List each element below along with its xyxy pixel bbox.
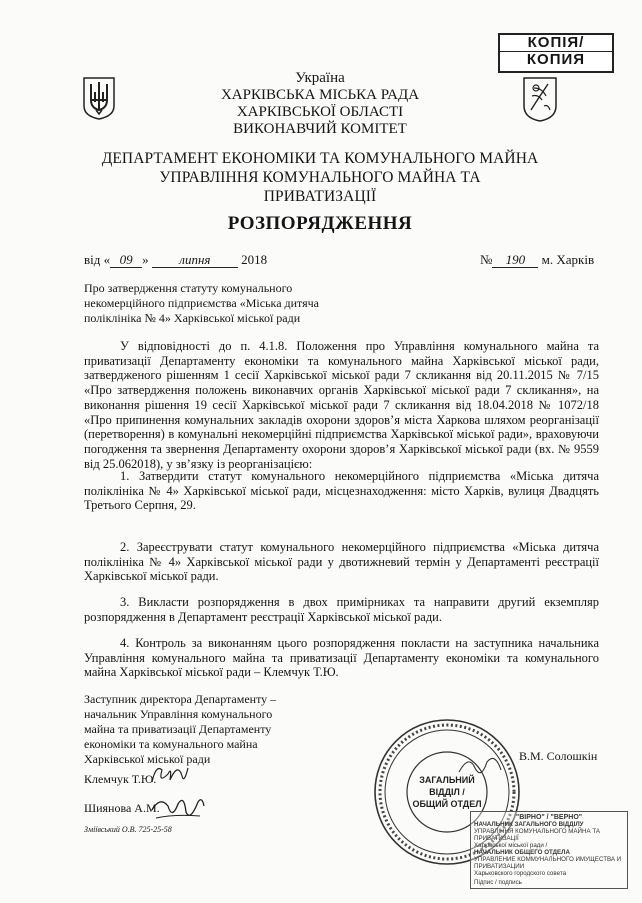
verno-line5: НАЧАЛЬНИК ОБЩЕГО ОТДЕЛА: [474, 849, 570, 856]
executor-contact: Зміївський О.В. 725-25-58: [84, 825, 172, 834]
signatory-position-line2: начальник Управління комунального: [84, 707, 273, 721]
kharkiv-coat-of-arms-icon: [522, 76, 558, 122]
handwritten-signature-klemchuk: [148, 760, 192, 790]
seal-inner-line2: ВІДДІЛ /: [429, 787, 465, 797]
order-number-prefix: №: [480, 252, 493, 267]
signatory-position-line5: Харківської міської ради: [84, 752, 211, 766]
subject-line3: поліклініка № 4» Харківської міської ради: [84, 311, 301, 325]
verno-line4: Харківської міської ради /: [474, 842, 548, 849]
verno-line2: НАЧАЛЬНИК ЗАГАЛЬНОГО ВІДДІЛУ: [474, 821, 584, 828]
verno-line7: Харьковского городского совета: [474, 870, 567, 877]
signatory-position: [84, 692, 324, 767]
order-number: 190: [492, 252, 538, 268]
approval-shyianova: Шиянова А.М.: [84, 801, 160, 815]
order-item-1: 1. Затвердити статут комунального некомерційного підприємства «Міська дитяча поліклініка № 4» Харківської міської ради, місцезнаходження: місто Харків, вулиця Двадцять Третього Серпня, 29.: [84, 469, 599, 513]
signatory-position-line3: майна та приватизації Департаменту: [84, 722, 272, 736]
header-committee: ВИКОНАВЧИЙ КОМІТЕТ: [233, 121, 407, 137]
order-item-3: 3. Викласти розпорядження в двох примірниках та направити другий екземпляр розпорядження в Департамент реєстрації Харківської міської ради.: [84, 595, 599, 624]
verno-line1: "ВІРНО" / "ВЕРНО": [515, 814, 583, 821]
trident-emblem-icon: [82, 76, 116, 120]
date-month: липня: [152, 252, 238, 268]
department-line3: ПРИВАТИЗАЦІЇ: [263, 188, 377, 205]
order-item-2: 2. Зареєструвати статут комунального некомерційного підприємства «Міська дитяча поліклініка № 4» Харківської міської ради у двотижневий термін у Департаменті реєстрації Харківської міської ради.: [84, 540, 599, 584]
header-country: Україна: [295, 70, 345, 86]
approval-klemchuk: Клемчук Т.Ю.: [84, 772, 157, 786]
order-place: м. Харків: [541, 252, 595, 267]
subject-block: [84, 281, 384, 326]
subject-line1: Про затвердження статуту комунального: [84, 281, 293, 295]
verno-line3: УПРАВЛІННЯ КОМУНАЛЬНОГО МАЙНА ТА ПРИВАТИЗАЦІЇ: [474, 828, 601, 842]
verno-line6: УПРАВЛЕНИЕ КОММУНАЛЬНОГО ИМУЩЕСТВА И ПРИВАТИЗАЦИИ: [474, 856, 622, 870]
order-item-4: 4. Контроль за виконанням цього розпорядження покласти на заступника начальника Управління комунального майна та приватизації Департаменту економіки та комунального майна Харківської міської ради – Клемчук Т.Ю.: [84, 636, 599, 680]
preamble-paragraph: У відповідності до п. 4.1.8. Положення про Управління комунального майна та приватизації Департаменту економіки та комунального майна Харківської міської ради, затвердженого рішенням 1 сесії Харківської міської ради 7 скликання від 20.11.2015 № 7/15 «Про затвердження положень виконавчих органів Харківської міської ради 7 скликання», на виконання рішення 19 сесії Харківської міської ради 7 скликання від 18.04.2018 № 1072/18 «Про припинення комунальних закладів охорони здоров’я міста Харкова шляхом реорганізації (перетворення) в комунальні некомерційні підприємства Харківської міської ради», враховуючи погодження та звернення Департаменту охорони здоров’я Харківської міської ради (вх. № 9559 від 25.062018), у зв’язку із реорганізацією:: [84, 339, 599, 471]
header-council: ХАРКІВСЬКА МІСЬКА РАДА: [220, 87, 420, 103]
order-number-block: [480, 252, 610, 268]
signatory-name: В.М. Солошкін: [519, 749, 598, 763]
date-day: 09: [110, 252, 142, 268]
seal-inner-line3: ОБЩИЙ ОТДЕЛ: [412, 799, 482, 809]
date-prefix: від «: [84, 252, 111, 267]
department-line2: УПРАВЛІННЯ КОМУНАЛЬНОГО МАЙНА ТА: [159, 169, 481, 186]
signatory-position-line1: Заступник директора Департаменту –: [84, 692, 277, 706]
copy-stamp-line1: КОПІЯ/: [500, 35, 612, 52]
date-year: 2018: [241, 252, 268, 267]
signatory-position-line4: економіки та комунального майна: [84, 737, 258, 751]
copy-stamp: [498, 33, 614, 73]
subject-line2: некомерційного підприємства «Міська дитяча: [84, 296, 320, 310]
verno-stamp: [470, 811, 628, 889]
handwritten-signature-shyianova: [150, 792, 206, 826]
header-region: ХАРКІВСЬКОЇ ОБЛАСТІ: [236, 104, 404, 120]
seal-inner-line1: ЗАГАЛЬНИЙ: [419, 775, 475, 785]
copy-stamp-line2: КОПИЯ: [526, 51, 586, 68]
verno-line8: Підпис / подпись: [474, 879, 522, 886]
department-line1: ДЕПАРТАМЕНТ ЕКОНОМІКИ ТА КОМУНАЛЬНОГО МАЙНА: [101, 150, 539, 167]
document-title: РОЗПОРЯДЖЕННЯ: [227, 213, 413, 234]
date-mid: »: [142, 252, 149, 267]
